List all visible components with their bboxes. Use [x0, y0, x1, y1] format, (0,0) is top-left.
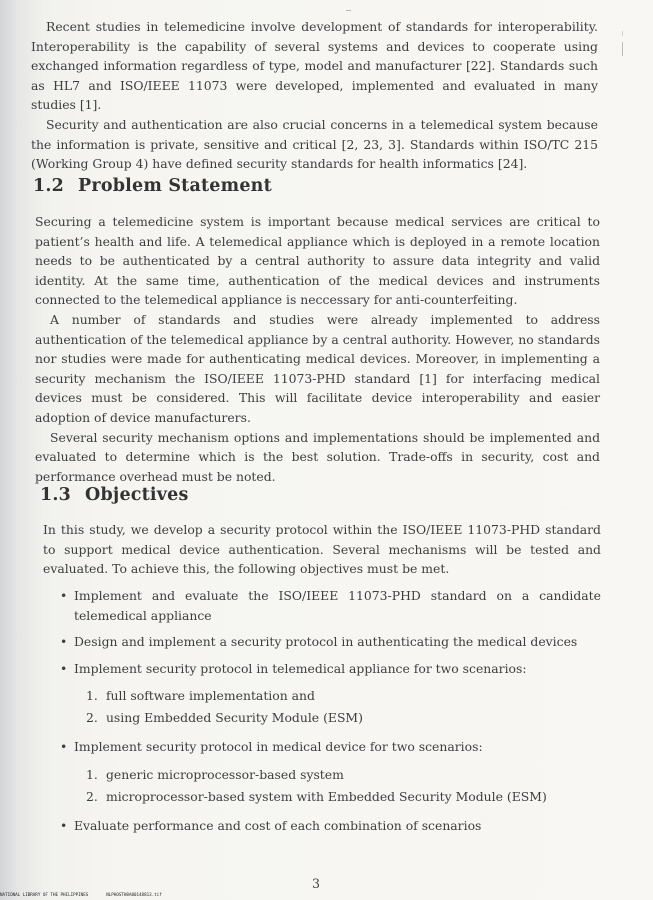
sub-item-text: microprocessor-based system with Embedded Security Module (ESM) — [105, 788, 547, 804]
intro-text — [31, 17, 598, 174]
bullet-icon: • — [60, 739, 68, 755]
sub-item-number: 2. — [86, 788, 98, 804]
section-heading — [40, 485, 189, 505]
paragraph: A number of standards and studies were already implemented to address authentication of the telemedical appliance by a central authority. However, no standards nor studies were made for authenticating medical devices. Moreover, in implementing a security mechanism the ISO/IEEE 11073-PHD standard [1] for interfacing medical devices must be considered. This will facilitate device interoperability and easier adoption of device manufacturers. — [35, 311, 600, 425]
section-title: Problem Statement — [78, 176, 272, 196]
paragraph: Recent studies in telemedicine involve development of standards for interoperability. Interoperability is the capability of several systems and devices to cooperate using exchanged information regardless of type, model and manufacturer [22]. Standards such as HL7 and ISO/IEEE 11073 were developed, implemented and evaluated in many studies [1]. — [31, 19, 598, 113]
list-item-text: Design and implement a security protocol in authenticating the medical devices — [74, 634, 578, 650]
problem-statement-text — [35, 212, 600, 486]
list-item-text: Evaluate performance and cost of each combination of scenarios — [74, 817, 482, 833]
footer-id: NLPHOSTH8A00148813.tif — [106, 892, 162, 897]
sub-item-number: 2. — [86, 710, 98, 726]
section-number: 1.3 — [40, 485, 72, 505]
section-title: Objectives — [85, 485, 189, 505]
section-number: 1.2 — [33, 176, 65, 196]
sub-list-item — [86, 787, 601, 809]
bullet-icon: • — [60, 588, 68, 603]
bullet-icon: • — [60, 660, 68, 676]
paragraph: Securing a telemedicine system is important because medical services are critical to patient’s health and life. A telemedical appliance which is deployed in a remote location needs to be authenticated by a central authority to assure data integrity and valid identity. At the same time, authentication of the medical devices and instruments connected to the telemedical appliance is neccessary for anti-counterfeiting. — [35, 214, 600, 308]
sub-list-item — [86, 686, 601, 708]
section-heading — [33, 176, 272, 196]
sub-item-text: using Embedded Security Module (ESM) — [105, 710, 363, 726]
list-item-text: Implement and evaluate the ISO/IEEE 11073-PHD standard on a candidate telemedical appliance — [74, 588, 601, 623]
paragraph: In this study, we develop a security protocol within the ISO/IEEE 11073-PHD standard to support medical device authentication. Several mechanisms will be tested and evaluated. To achieve this, the following objectives must be met. — [43, 522, 601, 577]
list-item — [60, 737, 601, 809]
scan-footer — [0, 892, 162, 897]
objectives-intro — [43, 520, 601, 579]
sub-item-text: full software implementation and — [105, 688, 315, 704]
sub-item-text: generic microprocessor-based system — [105, 766, 344, 782]
sub-item-number: 1. — [86, 688, 98, 704]
footer-library: NATIONAL LIBRARY OF THE PHILIPPINES — [0, 892, 89, 897]
sub-list-item — [86, 765, 601, 787]
bullet-icon: • — [60, 817, 68, 833]
list-item — [60, 586, 601, 625]
scan-mark — [622, 42, 623, 56]
sub-list — [74, 765, 601, 809]
list-item-text: Implement security protocol in telemedical appliance for two scenarios: — [74, 660, 527, 676]
sub-list — [74, 686, 601, 730]
list-item — [60, 632, 601, 652]
scan-mark — [622, 31, 623, 36]
sub-list-item — [86, 708, 601, 730]
list-item — [60, 659, 601, 731]
sub-item-number: 1. — [86, 766, 98, 782]
paragraph: Security and authentication are also crucial concerns in a telemedical system because the information is private, sensitive and critical [2, 23, 3]. Standards within ISO/TC 215 (Working Group 4) have defined security standards for health informatics [24]. — [31, 116, 598, 172]
bullet-icon: • — [60, 634, 68, 650]
list-item-text: Implement security protocol in medical device for two scenarios: — [74, 739, 483, 755]
list-item — [60, 816, 601, 836]
scan-mark — [346, 10, 351, 11]
paragraph: Several security mechanism options and implementations should be implemented and evaluated to determine which is the best solution. Trade-offs in security, cost and performance overhead must be noted. — [35, 429, 600, 484]
objectives-list — [60, 586, 601, 836]
page-number: 3 — [312, 876, 321, 891]
